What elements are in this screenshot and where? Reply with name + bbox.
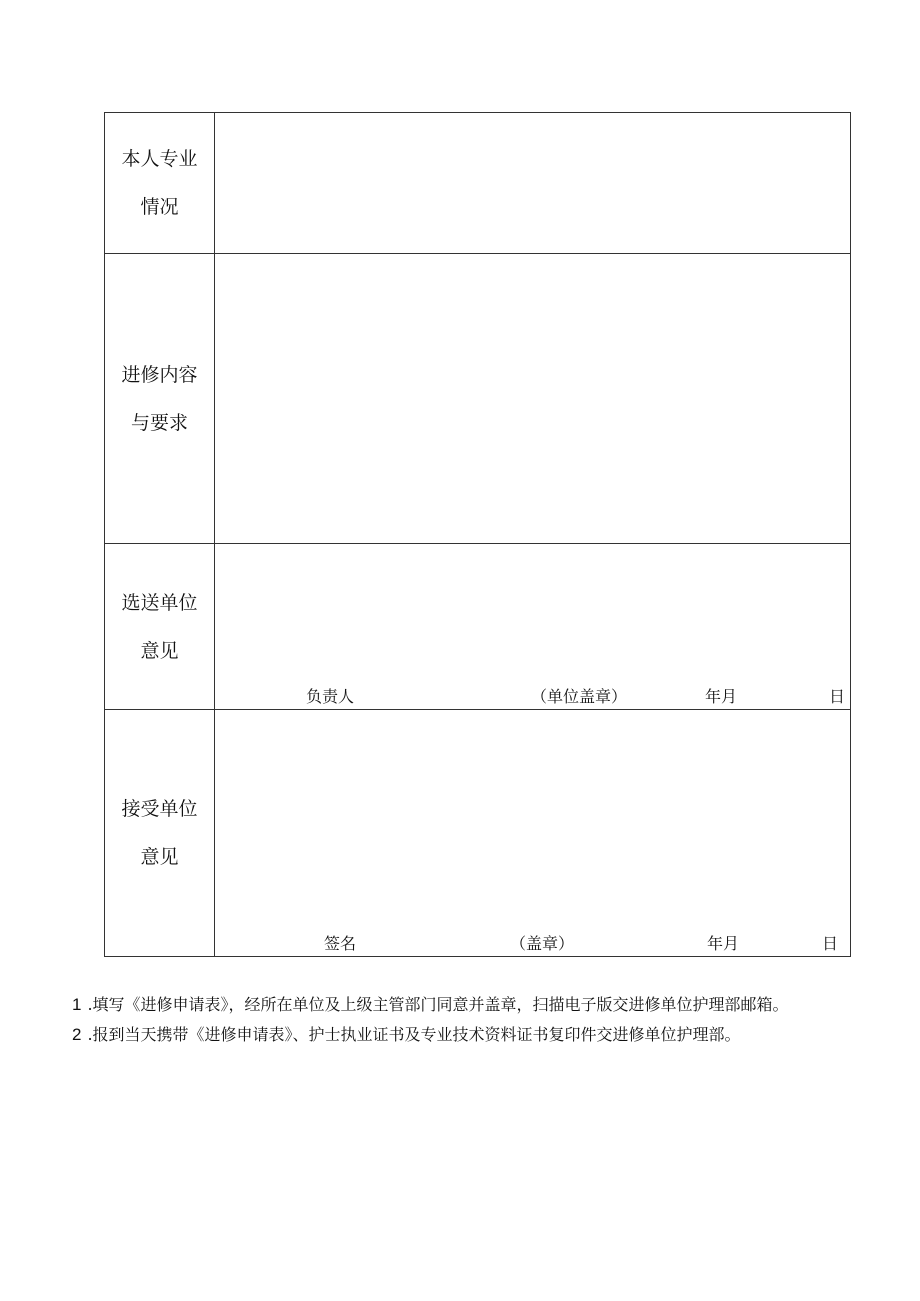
row-label-line: 选送单位 — [121, 591, 198, 614]
row-label — [105, 254, 215, 544]
note-text: .填写《进修申请表》，经所在单位及上级主管部门同意并盖章，扫描电子版交进修单位护理部邮箱。 — [87, 995, 789, 1014]
row-label-line: 意见 — [140, 846, 179, 868]
row-label-line: 本人专业 — [121, 148, 198, 170]
note-number: 1 — [72, 995, 82, 1014]
row-label — [105, 544, 215, 710]
form-row-professional-status — [105, 113, 851, 254]
note-number: 2 — [72, 1025, 82, 1044]
professional-status-field[interactable] — [215, 113, 851, 254]
application-form-table — [104, 112, 851, 957]
year-month-label: 年月 — [705, 687, 738, 706]
study-content-field[interactable] — [215, 254, 851, 544]
notes-section — [72, 990, 872, 1050]
receiving-unit-opinion-field[interactable] — [215, 710, 851, 957]
year-month-label: 年月 — [707, 934, 740, 953]
form-row-receiving-unit-opinion — [105, 710, 851, 957]
day-label: 日 — [822, 934, 839, 953]
unit-stamp-label: （单位盖章） — [531, 687, 628, 706]
signature-label: 签名 — [324, 934, 357, 953]
row-label-line: 与要求 — [130, 411, 188, 434]
note-text: .报到当天携带《进修申请表》、护士执业证书及专业技术资料证书复印件交进修单位护理部。 — [87, 1025, 741, 1044]
note-item — [72, 990, 872, 1020]
form-row-study-content — [105, 254, 851, 544]
row-label-line: 意见 — [140, 639, 179, 662]
stamp-label: （盖章） — [510, 934, 575, 953]
row-label — [105, 113, 215, 254]
form-row-sending-unit-opinion — [105, 544, 851, 710]
responsible-person-label: 负责人 — [306, 687, 355, 706]
row-label — [105, 710, 215, 957]
sending-unit-opinion-field[interactable] — [215, 544, 851, 710]
row-label-line: 接受单位 — [121, 798, 198, 820]
day-label: 日 — [829, 687, 846, 706]
note-item — [72, 1020, 872, 1050]
row-label-line: 情况 — [140, 196, 179, 218]
row-label-line: 进修内容 — [121, 363, 198, 386]
